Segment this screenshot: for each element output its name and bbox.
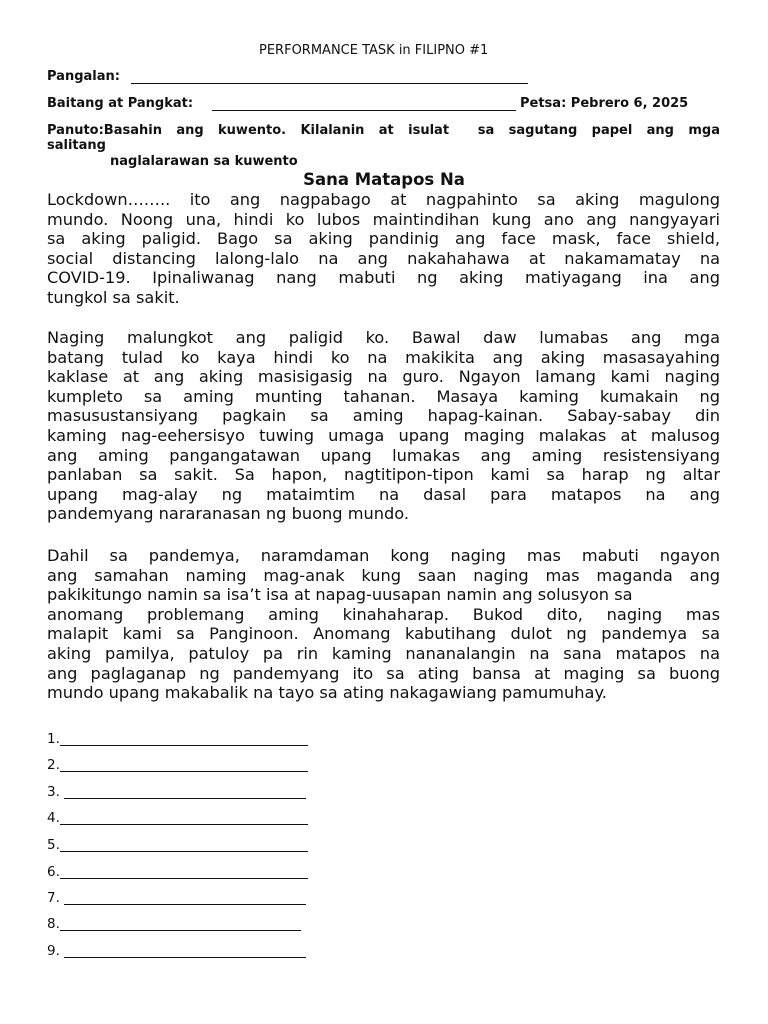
- answer-item-5: [47, 837, 60, 855]
- answer-blank-line[interactable]: [60, 771, 308, 772]
- answer-number: 9.: [47, 943, 60, 959]
- answer-number: 2.: [47, 757, 60, 773]
- story-line: kaklase at ang aking masisigasig na guro. Ngayon lamang kami naging: [47, 367, 720, 387]
- story-line: sa aking paligid. Bago sa aking pandinig ang face mask, face shield,: [47, 229, 720, 249]
- answer-blank-line[interactable]: [64, 957, 306, 958]
- story-line: aking pamilya, patuloy pa rin kaming nananalangin na sana matapos na: [47, 643, 720, 663]
- story-line: ang samahan naming mag-anak kung saan naging mas maganda ang: [47, 565, 720, 585]
- answer-blank-line[interactable]: [64, 904, 306, 905]
- story-line: masusustansiyang pagkain sa aming hapag-kainan. Sabay-sabay din: [47, 406, 720, 426]
- answer-blank-line[interactable]: [60, 930, 301, 931]
- answer-blank-line[interactable]: [60, 745, 308, 746]
- answer-blank-line[interactable]: [60, 878, 308, 879]
- answer-blank-line[interactable]: [60, 824, 308, 825]
- story-line: social distancing lalong-lalo na ang nakahahawa at nakamamatay na: [47, 248, 720, 268]
- answer-item-6: [47, 864, 60, 882]
- story-title: Sana Matapos Na: [303, 170, 465, 189]
- story-line: kumpleto sa aming munting tahanan. Masaya kaming kumakain ng: [47, 386, 720, 406]
- story-line: malapit kami sa Panginoon. Anomang kabutihang dulot ng pandemya sa: [47, 624, 720, 644]
- instruction-line-2: salitang: [47, 138, 106, 153]
- story-line: pakikitungo namin sa isa’t isa at napag-uusapan namin ang solusyon sa: [47, 585, 633, 605]
- story-line: Naging malungkot ang paligid ko. Bawal daw lumabas ang mga: [47, 328, 720, 347]
- story-line: COVID-19. Ipinaliwanag nang mabuti ng aking matiyagang ina ang: [47, 268, 720, 288]
- date-label: Petsa: Pebrero 6, 2025: [520, 96, 689, 111]
- answer-number: 3.: [47, 784, 60, 800]
- story-paragraph-1: [47, 190, 720, 308]
- instruction-line-1: Panuto:Basahin ang kuwento. Kilalanin at isulat sa sagutang papel ang mga: [47, 123, 720, 138]
- story-line: ang aming pangangatawan upang lumakas ang aming resistensiyang: [47, 445, 720, 465]
- answer-number: 4.: [47, 810, 60, 826]
- story-line: ang paglaganap ng pandemyang ito sa ating bansa at maging sa buong: [47, 663, 720, 683]
- name-label: Pangalan:: [47, 69, 120, 84]
- answer-item-1: [47, 731, 60, 749]
- grade-section-label: Baitang at Pangkat:: [47, 96, 194, 111]
- grade-section-blank-line[interactable]: [212, 110, 516, 111]
- story-line: anomang problemang aming kinahaharap. Bukod dito, naging mas: [47, 604, 720, 624]
- answer-number: 8.: [47, 916, 60, 932]
- answer-number: 5.: [47, 837, 60, 853]
- story-paragraph-2: [47, 328, 720, 524]
- story-line: upang mag-alay ng mataimtim na dasal para matapos na ang: [47, 484, 720, 504]
- answer-number: 7.: [47, 890, 60, 906]
- answer-blank-line[interactable]: [60, 851, 308, 852]
- name-blank-line[interactable]: [131, 83, 528, 84]
- answer-item-9: [47, 943, 60, 961]
- instruction-line-3: naglalarawan sa kuwento: [110, 154, 298, 169]
- story-paragraph-3: [47, 546, 720, 703]
- story-line: Lockdown…….. ito ang nagpabago at nagpahinto sa aking magulong: [47, 190, 720, 209]
- story-line: mundo. Noong una, hindi ko lubos maintindihan kung ano ang nangyayari: [47, 209, 720, 229]
- story-line: kaming nag-eehersisyo tuwing umaga upang maging malakas at malusog: [47, 425, 720, 445]
- story-line: panlaban sa sakit. Sa hapon, nagtitipon-tipon kami sa harap ng altar: [47, 465, 720, 485]
- answer-item-7: [47, 890, 60, 908]
- answer-blank-line[interactable]: [64, 798, 306, 799]
- answer-item-4: [47, 810, 60, 828]
- answer-item-3: [47, 784, 60, 802]
- story-line: batang tulad ko kaya hindi ko na makikita ang aking masasayahing: [47, 347, 720, 367]
- worksheet-title: PERFORMANCE TASK in FILIPNO #1: [259, 43, 489, 58]
- answer-item-2: [47, 757, 60, 775]
- answer-number: 6.: [47, 864, 60, 880]
- answer-item-8: [47, 916, 60, 934]
- story-line: mundo upang makabalik na tayo sa ating nakagawiang pamumuhay.: [47, 683, 607, 703]
- story-line: pandemyang nararanasan ng buong mundo.: [47, 504, 410, 524]
- answer-number: 1.: [47, 731, 60, 747]
- story-line: tungkol sa sakit.: [47, 287, 180, 307]
- story-line: Dahil sa pandemya, naramdaman kong naging mas mabuti ngayon: [47, 546, 720, 565]
